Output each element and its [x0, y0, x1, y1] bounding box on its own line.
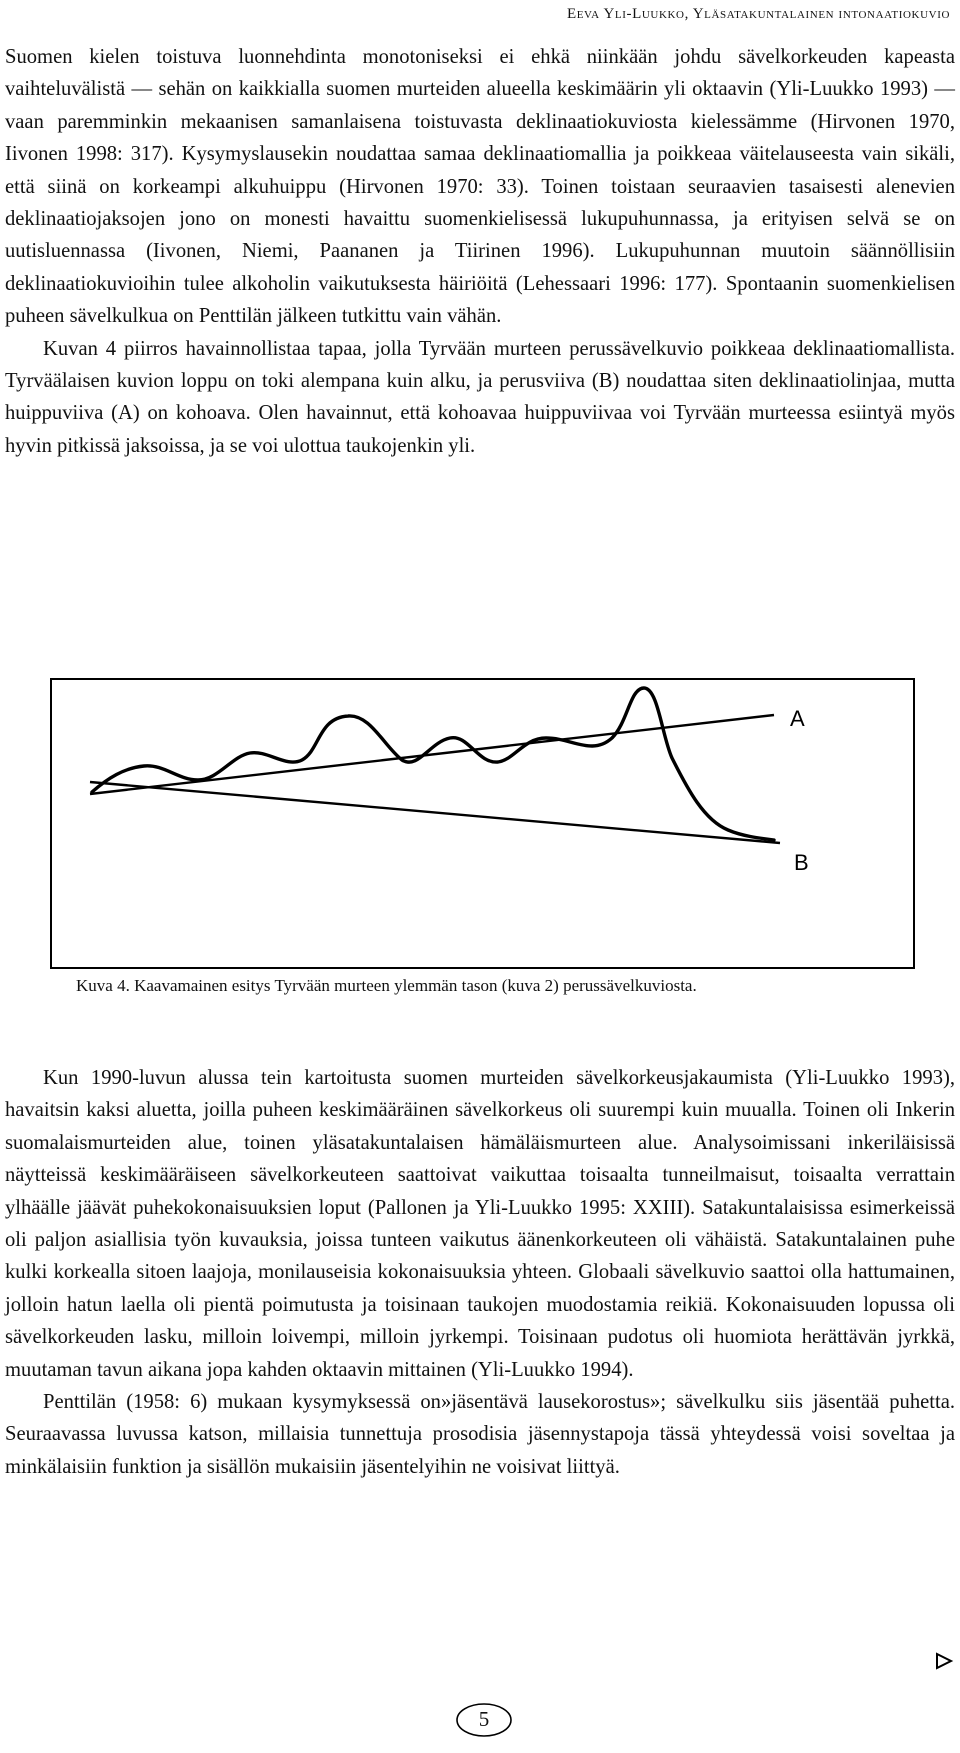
intonation-figure — [50, 678, 915, 969]
paragraph: Suomen kielen toistuva luonnehdinta monotoniseksi ei ehkä niinkään johdu sävelkorkeuden kapeasta vaihteluvälistä — sehän on kaikkialla suomen murteiden alueella keskimäärin yli oktaavin (Yli-Luukko 1993) — vaan paremminkin mekaanisen samanlaisena toistuvasta deklinaatiokuviosta kielessämme (Hirvonen 1970, Iivonen 1998: 317). Kysymyslausekin noudattaa samaa deklinaatiomallia ja poikkeaa väitelauseesta vain sikäli, että siinä on korkeampi alkuhuippu (Hirvonen 1970: 33). Toinen toistaan seuraavien tasaisesti alenevien deklinaatiojaksojen jono on monesti havaittu suomenkielisessä lukupuhunnassa, ja erityisen selvä se on uutisluennassa (Iivonen, Niemi, Paananen ja Tiirinen 1996). Lukupuhunnan muutoin säännöllisiin deklinaatiokuvioihin tulee alkoholin vaikutuksesta häiriöitä (Lehessaari 1996: 177). Spontaanin suomenkielisen puheen sävelkulkua on Penttilän jälkeen tutkittu vain vähän. — [5, 46, 955, 328]
paragraph: Kun 1990-luvun alussa tein kartoitusta suomen murteiden sävelkorkeusjakaumista (Yli-Luukko 1993), havaitsin kaksi aluetta, joilla puheen keskimääräinen sävelkorkeus oli suurempi kuin muualla. Toinen oli Inkerin suomalaismurteiden alue, toinen yläsatakuntalaisen hämäläismurteen alue. Analysoimissani inkeriläisissä näytteissä keskimääräiseen sävelkorkeuteen saattoivat vaikuttaa toisaalta tunneilmaisut, toisaalta verrattain ylhäälle jäävät puhekokonaisuuksien loput (Pallonen ja Yli-Luukko 1995: XXIII). Satakuntalaisissa esimerkeissä oli paljon asiallisia työn kuvauksia, joissa tunteen vaikutus äänenkorkeuteen oli vähäistä. Satakuntalainen puhe kulki korkealla sitoen laajoja, monilauseisia kokonaisuuksia yhteen. Globaali sävelkuvio saattoi olla hattumainen, jolloin hatun laella oli pientä poimutusta ja toisinaan taukojen muodostamia reikiä. Kokonaisuuden lopussa oli sävelkorkeuden lasku, milloin loivempi, milloin jyrkempi. Toisinaan pudotus oli huomiota herättävän jyrkkä, muutaman tavun aikana jopa kahden oktaavin mittainen (Yli-Luukko 1994). — [5, 1067, 955, 1381]
body-text-block-2 — [5, 1062, 955, 1483]
label-b: B — [794, 850, 809, 875]
next-page-arrow-icon — [934, 1651, 954, 1671]
body-text-block-1 — [5, 41, 955, 462]
page-number — [454, 1701, 514, 1739]
running-head: Eeva Yli-Luukko, Yläsatakuntalainen intonaatiokuvio — [566, 6, 950, 22]
intonation-contour-diagram — [52, 680, 913, 967]
baseline-b — [90, 782, 780, 843]
paragraph: Penttilän (1958: 6) mukaan kysymyksessä on»jäsentävä lausekorostus»; sävelkulku siis jäsentää puhetta. Seuraavassa luvussa katson, millaisia tunnettuja prosodisia jäsennystapoja tässä yhteydessä voisi soveltaa ja minkälaisiin funktion ja sisällön mukaisiin jäsentelyihin ne voisivat liittyä. — [5, 1391, 955, 1478]
figure-caption: Kuva 4. Kaavamainen esitys Tyrvään murteen ylemmän tason (kuva 2) perussävelkuviosta. — [76, 976, 697, 995]
label-a: A — [790, 706, 805, 731]
pitch-contour — [92, 688, 774, 840]
paragraph: Kuvan 4 piirros havainnollistaa tapaa, jolla Tyrvään murteen perussävelkuvio poikkeaa deklinaatiomallista. Tyrväälaisen kuvion loppu on toki alempana kuin alku, ja perusviiva (B) noudattaa siten deklinaatiolinjaa, mutta huippuviiva (A) on kohoava. Olen havainnut, että kohoavaa huippuviivaa voi Tyrvään murteessa esiintyä myös hyvin pitkissä jaksoissa, ja se voi ulottua taukojenkin yli. — [5, 337, 955, 457]
page-number-text: 5 — [478, 1707, 490, 1731]
